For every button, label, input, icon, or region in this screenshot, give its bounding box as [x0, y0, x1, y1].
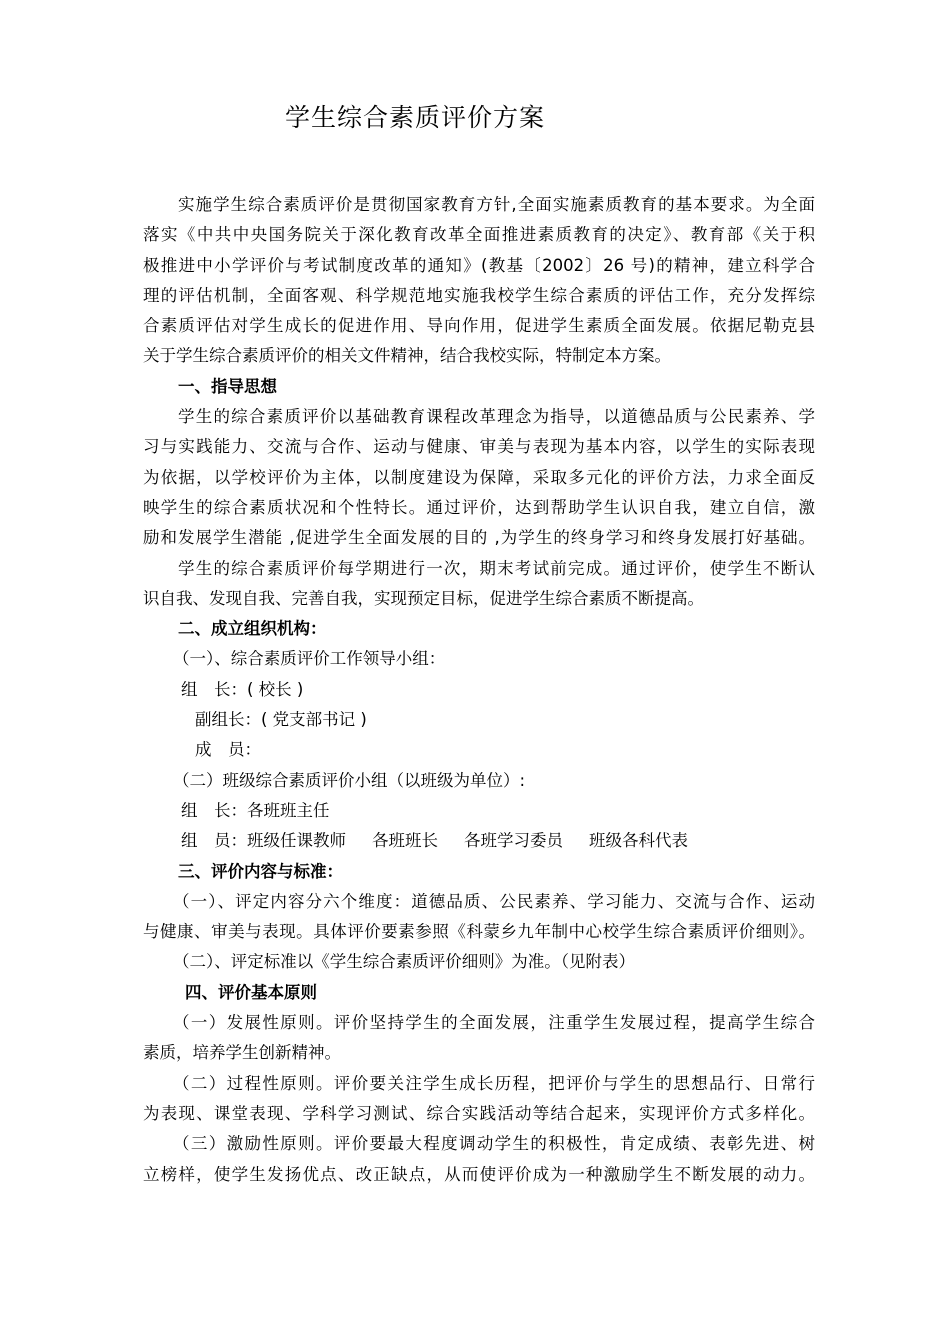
- section-heading-3: 三、评价内容与标准：: [178, 861, 343, 881]
- section-heading-4: 四、评价基本原则: [185, 982, 317, 1002]
- org-class-leader: 组 长：各班班主任: [181, 800, 330, 820]
- paragraph-guiding-line: 为依据，以学校评价为主体，以制度建设为保障，采取多元化的评价方法，力求全面反: [143, 467, 815, 487]
- org-class-members-teachers: 组 员：班级任课教师: [181, 831, 346, 851]
- section-heading-2: 二、成立组织机构：: [178, 619, 327, 639]
- paragraph-intro-line: 理的评估机制，全面客观、科学规范地实施我校学生综合素质的评估工作，充分发挥综: [143, 285, 815, 305]
- principle-development-line: （一）发展性原则。评价坚持学生的全面发展，注重学生发展过程，提高学生综合: [173, 1013, 815, 1033]
- document-title: 学生综合素质评价方案: [285, 103, 546, 132]
- principle-incentive-line: 立榜样，使学生发扬优点、改正缺点，从而使评价成为一种激励学生不断发展的动力。: [143, 1164, 815, 1184]
- org-deputy-leader: 副组长：( 党支部书记 ): [195, 710, 367, 730]
- section-heading-1: 一、指导思想: [178, 376, 277, 396]
- content-dimensions-line: （一）、评定内容分六个维度：道德品质、公民素养、学习能力、交流与合作、运动: [173, 891, 815, 911]
- org-leader: 组 长：( 校长 ): [181, 679, 304, 699]
- document-body: [143, 190, 815, 1190]
- paragraph-intro-line: 合素质评估对学生成长的促进作用、导向作用，促进学生素质全面发展。依据尼勒克县: [143, 316, 815, 336]
- paragraph-frequency-line: 学生的综合素质评价每学期进行一次，期末考试前完成。通过评价，使学生不断认: [178, 558, 815, 578]
- org-group-class: （二）班级综合素质评价小组（以班级为单位）:: [173, 770, 526, 790]
- org-group-leading: （一）、综合素质评价工作领导小组：: [173, 649, 446, 669]
- org-class-members-study: 各班学习委员: [464, 831, 563, 851]
- org-class-members-reps: 班级各科代表: [589, 831, 688, 851]
- principle-development-line: 素质，培养学生创新精神。: [143, 1043, 341, 1063]
- content-dimensions-line: 与健康、审美与表现。具体评价要素参照《科蒙乡九年制中心校学生综合素质评价细则》。: [143, 922, 815, 942]
- paragraph-intro-line: 关于学生综合素质评价的相关文件精神，结合我校实际，特制定本方案。: [143, 346, 671, 366]
- paragraph-guiding-line: 映学生的综合素质状况和个性特长。通过评价，达到帮助学生认识自我，建立自信，激: [143, 497, 815, 517]
- principle-incentive-line: （三）激励性原则。评价要最大程度调动学生的积极性，肯定成绩、表彰先进、树: [173, 1134, 815, 1154]
- paragraph-frequency-line: 识自我、发现自我、完善自我，实现预定目标，促进学生综合素质不断提高。: [143, 588, 704, 608]
- org-class-members: [143, 826, 815, 856]
- content-standard: （二）、评定标准以《学生综合素质评价细则》为准。（见附表）: [173, 952, 635, 972]
- org-class-members-monitors: 各班班长: [372, 831, 438, 851]
- paragraph-guiding-line: 学生的综合素质评价以基础教育课程改革理念为指导，以道德品质与公民素养、学: [178, 407, 815, 427]
- paragraph-guiding-line: 习与实践能力、交流与合作、运动与健康、审美与表现为基本内容，以学生的实际表现: [143, 437, 815, 457]
- paragraph-intro-line: 落实《中共中央国务院关于深化教育改革全面推进素质教育的决定》、教育部《关于积: [143, 225, 815, 245]
- principle-process-line: 为表现、课堂表现、学科学习测试、综合实践活动等结合起来，实现评价方式多样化。: [143, 1103, 815, 1123]
- org-members: 成 员：: [195, 740, 261, 760]
- principle-process-line: （二）过程性原则。评价要关注学生成长历程，把评价与学生的思想品行、日常行: [173, 1073, 815, 1093]
- paragraph-intro-line: 实施学生综合素质评价是贯彻国家教育方针,全面实施素质教育的基本要求。为全面: [178, 195, 815, 214]
- paragraph-intro-line: 极推进中小学评价与考试制度改革的通知》(教基〔2002〕26 号)的精神，建立科学合: [143, 255, 815, 275]
- paragraph-guiding-line: 励和发展学生潜能 ,促进学生全面发展的目的 ,为学生的终身学习和终身发展打好基础。: [143, 528, 815, 548]
